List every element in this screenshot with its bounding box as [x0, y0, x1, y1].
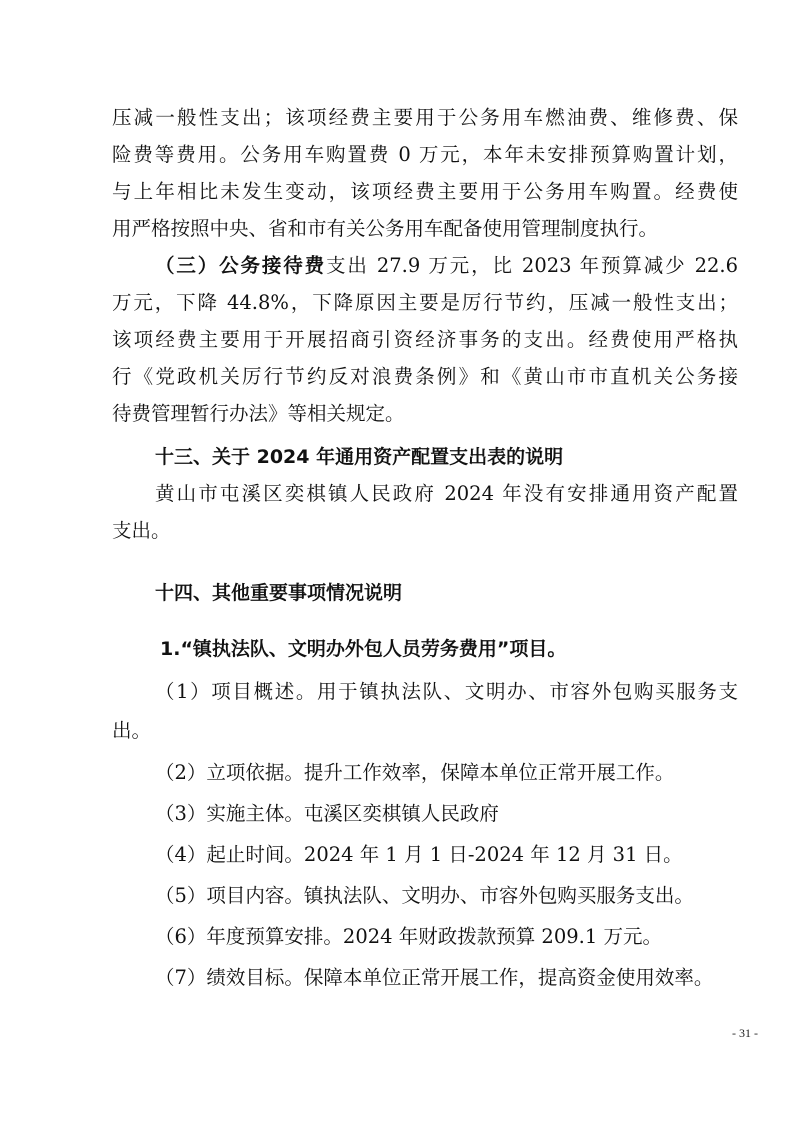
list-item: （3）实施主体。屯溪区奕棋镇人民政府: [155, 802, 499, 825]
list-item: （6）年度预算安排。2024 年财政拨款预算 209.1 万元。: [155, 925, 662, 948]
text-line: 与上年相比未发生变动，该项经费主要用于公务用车购置。经费使: [112, 180, 738, 203]
text-line: 万元，下降 44.8%，下降原因主要是厉行节约，压减一般性支出；: [112, 291, 738, 314]
list-item: （5）项目内容。镇执法队、文明办、市容外包购买服务支出。: [155, 884, 694, 907]
list-item: 出。: [112, 719, 152, 742]
subheading-reception-fee: （三）公务接待费: [155, 254, 327, 277]
text-line: 待费管理暂行办法》等相关规定。: [112, 402, 405, 425]
text-line: 该项经费主要用于开展招商引资经济事务的支出。经费使用严格执: [112, 328, 738, 351]
item-title: 1.“镇执法队、文明办外包人员劳务费用”项目。: [160, 638, 567, 660]
text-line: [155, 249, 738, 283]
text-line: 险费等费用。公务用车购置费 0 万元，本年未安排预算购置计划，: [112, 143, 738, 166]
page-number: - 31 -: [732, 1026, 758, 1040]
text-line: 行《党政机关厉行节约反对浪费条例》和《黄山市市直机关公务接: [112, 365, 738, 388]
text-line: 压减一般性支出；该项经费主要用于公务用车燃油费、维修费、保: [112, 106, 738, 129]
section-heading: 十四、其他重要事项情况说明: [155, 582, 403, 604]
list-item: （2）立项依据。提升工作效率，保障本单位正常开展工作。: [155, 761, 675, 784]
text-span: 支出 27.9 万元，比 2023 年预算减少 22.6: [326, 254, 738, 277]
list-item: （7）绩效目标。保障本单位正常开展工作，提高资金使用效率。: [155, 966, 714, 989]
text-line: 黄山市屯溪区奕棋镇人民政府 2024 年没有安排通用资产配置: [155, 482, 738, 505]
text-line: 用严格按照中央、省和市有关公务用车配备使用管理制度执行。: [112, 217, 659, 240]
text-line: 支出。: [112, 519, 171, 542]
list-item: （1）项目概述。用于镇执法队、文明办、市容外包购买服务支: [155, 680, 738, 703]
section-heading: 十三、关于 2024 年通用资产配置支出表的说明: [155, 446, 564, 468]
list-item: （4）起止时间。2024 年 1 月 1 日-2024 年 12 月 31 日。: [155, 843, 683, 866]
